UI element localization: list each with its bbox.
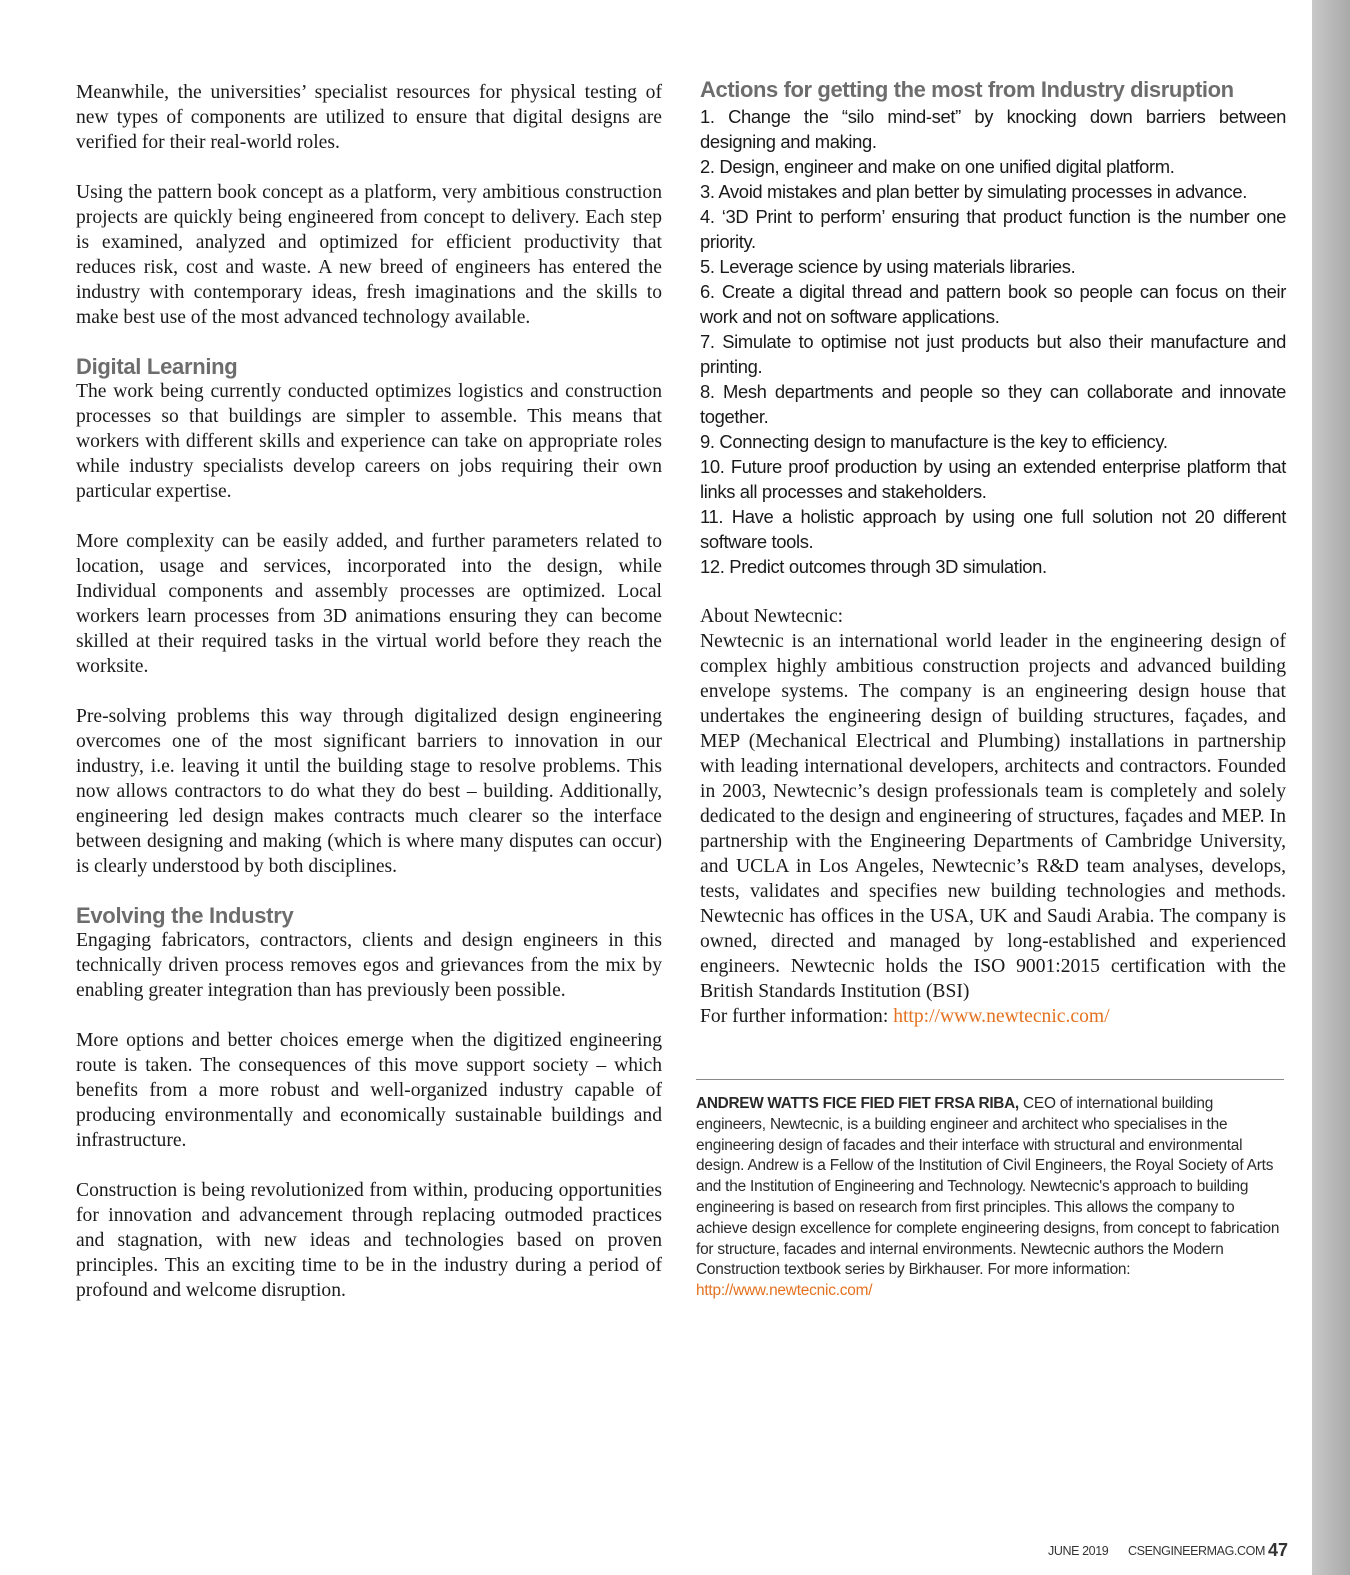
bio-link[interactable]: http://www.newtecnic.com/ bbox=[696, 1282, 873, 1300]
list-item: 8. Mesh departments and people so they can collaborate and innovate together. bbox=[700, 381, 1286, 427]
body-paragraph: The work being currently conducted optimizes logistics and construction processes so that buildings are simpler to assemble. This means that workers with different skills and experience can take on appropriate roles while industry specialists develop careers on jobs requiring their own particular expertise. bbox=[76, 381, 662, 502]
author-name: ANDREW WATTS FICE FIED FIET FRSA RIBA, bbox=[696, 1095, 1019, 1112]
list-item: 10. Future proof production by using an extended enterprise platform that links all processes and stakeholders. bbox=[700, 456, 1286, 502]
section-heading-evolving-industry: Evolving the Industry bbox=[76, 903, 294, 928]
list-item: 11. Have a holistic approach by using one full solution not 20 different software tools. bbox=[700, 506, 1286, 552]
list-item: 9. Connecting design to manufacture is the key to efficiency. bbox=[700, 431, 1168, 452]
about-body: Newtecnic is an international world leader in the engineering design of complex highly ambitious construction projects and advanced building envelope systems. The company is an engineering design house that undertakes the engineering design of building structures, façades, and MEP (Mechanical Electrical and Plumbing) installations in partnership with leading international developers, architects and contractors. Founded in 2003, Newtecnic’s design professionals team is completely and solely dedicated to the design and engineering of structures, façades and MEP. In partnership with the Engineering Departments of Cambridge University, and UCLA in Los Angeles, Newtecnic’s R&D team analyses, develops, tests, validates and specifies new building technologies and methods. Newtecnic has offices in the USA, UK and Saudi Arabia. The company is owned, directed and managed by long-established and experienced engineers. Newtecnic holds the ISO 9001:2015 certification with the British Standards Institution (BSI) bbox=[700, 631, 1286, 1002]
page-edge-bar bbox=[1312, 0, 1350, 1575]
left-column bbox=[76, 80, 662, 1328]
body-paragraph: Meanwhile, the universities’ specialist resources for physical testing of new types of components are utilized to ensure that digital designs are verified for their real-world roles. bbox=[76, 82, 662, 153]
body-paragraph: More options and better choices emerge when the digitized engineering route is taken. The consequences of this move support society – which benefits from a more robust and well-organized industry capable of producing environmentally and economically sustainable buildings and infrastructure. bbox=[76, 1030, 662, 1151]
section-heading-digital-learning: Digital Learning bbox=[76, 354, 238, 379]
page-number: 47 bbox=[1268, 1540, 1289, 1560]
about-section bbox=[700, 604, 1286, 1029]
body-paragraph: Using the pattern book concept as a platform, very ambitious construction projects are quickly being engineered from concept to delivery. Each step is examined, analyzed and optimized for efficient productivity that reduces risk, cost and waste. A new breed of engineers has entered the industry with contemporary ideas, fresh imaginations and the skills to make best use of the most advanced technology available. bbox=[76, 182, 662, 328]
list-item: 4. ‘3D Print to perform’ ensuring that product function is the number one priority. bbox=[700, 206, 1286, 252]
list-item: 7. Simulate to optimise not just products but also their manufacture and printing. bbox=[700, 331, 1286, 377]
list-item: 12. Predict outcomes through 3D simulation. bbox=[700, 556, 1047, 577]
page-footer bbox=[1048, 1540, 1288, 1564]
body-paragraph: Pre-solving problems this way through digitalized design engineering overcomes one of the most significant barriers to innovation in our industry, i.e. leaving it until the building stage to resolve problems. This now allows contractors to do what they do best – building. Additionally, engineering led design makes contracts much clearer so the interface between designing and making (which is where many disputes can occur) is clearly understood by both disciplines. bbox=[76, 706, 662, 877]
list-item: 1. Change the “silo mind-set” by knocking down barriers between designing and making. bbox=[700, 106, 1286, 152]
list-item: 3. Avoid mistakes and plan better by simulating processes in advance. bbox=[700, 181, 1247, 202]
actions-list bbox=[700, 104, 1286, 579]
body-paragraph: Engaging fabricators, contractors, clients and design engineers in this technically driven process removes egos and grievances from the mix by enabling greater integration than has previously been possible. bbox=[76, 930, 662, 1001]
author-bio bbox=[696, 1094, 1284, 1302]
about-heading: About Newtecnic: bbox=[700, 606, 844, 627]
body-paragraph: More complexity can be easily added, and further parameters related to location, usage and services, incorporated into the design, while Individual components and assembly processes are optimized. Local workers learn processes from 3D animations ensuring they can become skilled at their required tasks in the virtual world before they reach the worksite. bbox=[76, 531, 662, 677]
list-item: 5. Leverage science by using materials libraries. bbox=[700, 256, 1076, 277]
bio-text: CEO of international building engineers, Newtecnic, is a building engineer and architect who specialises in the engineering design of facades and their interface with structural and environmental design. Andrew is a Fellow of the Institution of Civil Engineers, the Royal Society of Arts and the Institution of Engineering and Technology. Newtecnic's approach to building engineering is based on research from first principles. This allows the company to achieve design excellence for complete engineering designs, from concept to fabrication for structure, facades and internal environments. Newtecnic authors the Modern Construction textbook series by Birkhauser. For more information: bbox=[696, 1095, 1280, 1279]
bio-divider bbox=[696, 1079, 1284, 1080]
actions-heading: Actions for getting the most from Industry disruption bbox=[700, 77, 1234, 102]
issue-date: JUNE 2019 bbox=[1048, 1544, 1109, 1558]
newtecnic-link[interactable]: http://www.newtecnic.com/ bbox=[893, 1006, 1110, 1027]
list-item: 6. Create a digital thread and pattern book so people can focus on their work and not on software applications. bbox=[700, 281, 1286, 327]
list-item: 2. Design, engineer and make on one unified digital platform. bbox=[700, 156, 1175, 177]
magazine-site: CSENGINEERMAG.COM bbox=[1128, 1544, 1265, 1558]
right-column bbox=[700, 76, 1286, 1029]
further-info-label: For further information: bbox=[700, 1006, 889, 1027]
body-paragraph: Construction is being revolutionized from within, producing opportunities for innovation and advancement through replacing outmoded practices and stagnation, with new ideas and technologies based on proven principles. This an exciting time to be in the industry during a period of profound and welcome disruption. bbox=[76, 1180, 662, 1301]
further-info bbox=[700, 1004, 1286, 1029]
